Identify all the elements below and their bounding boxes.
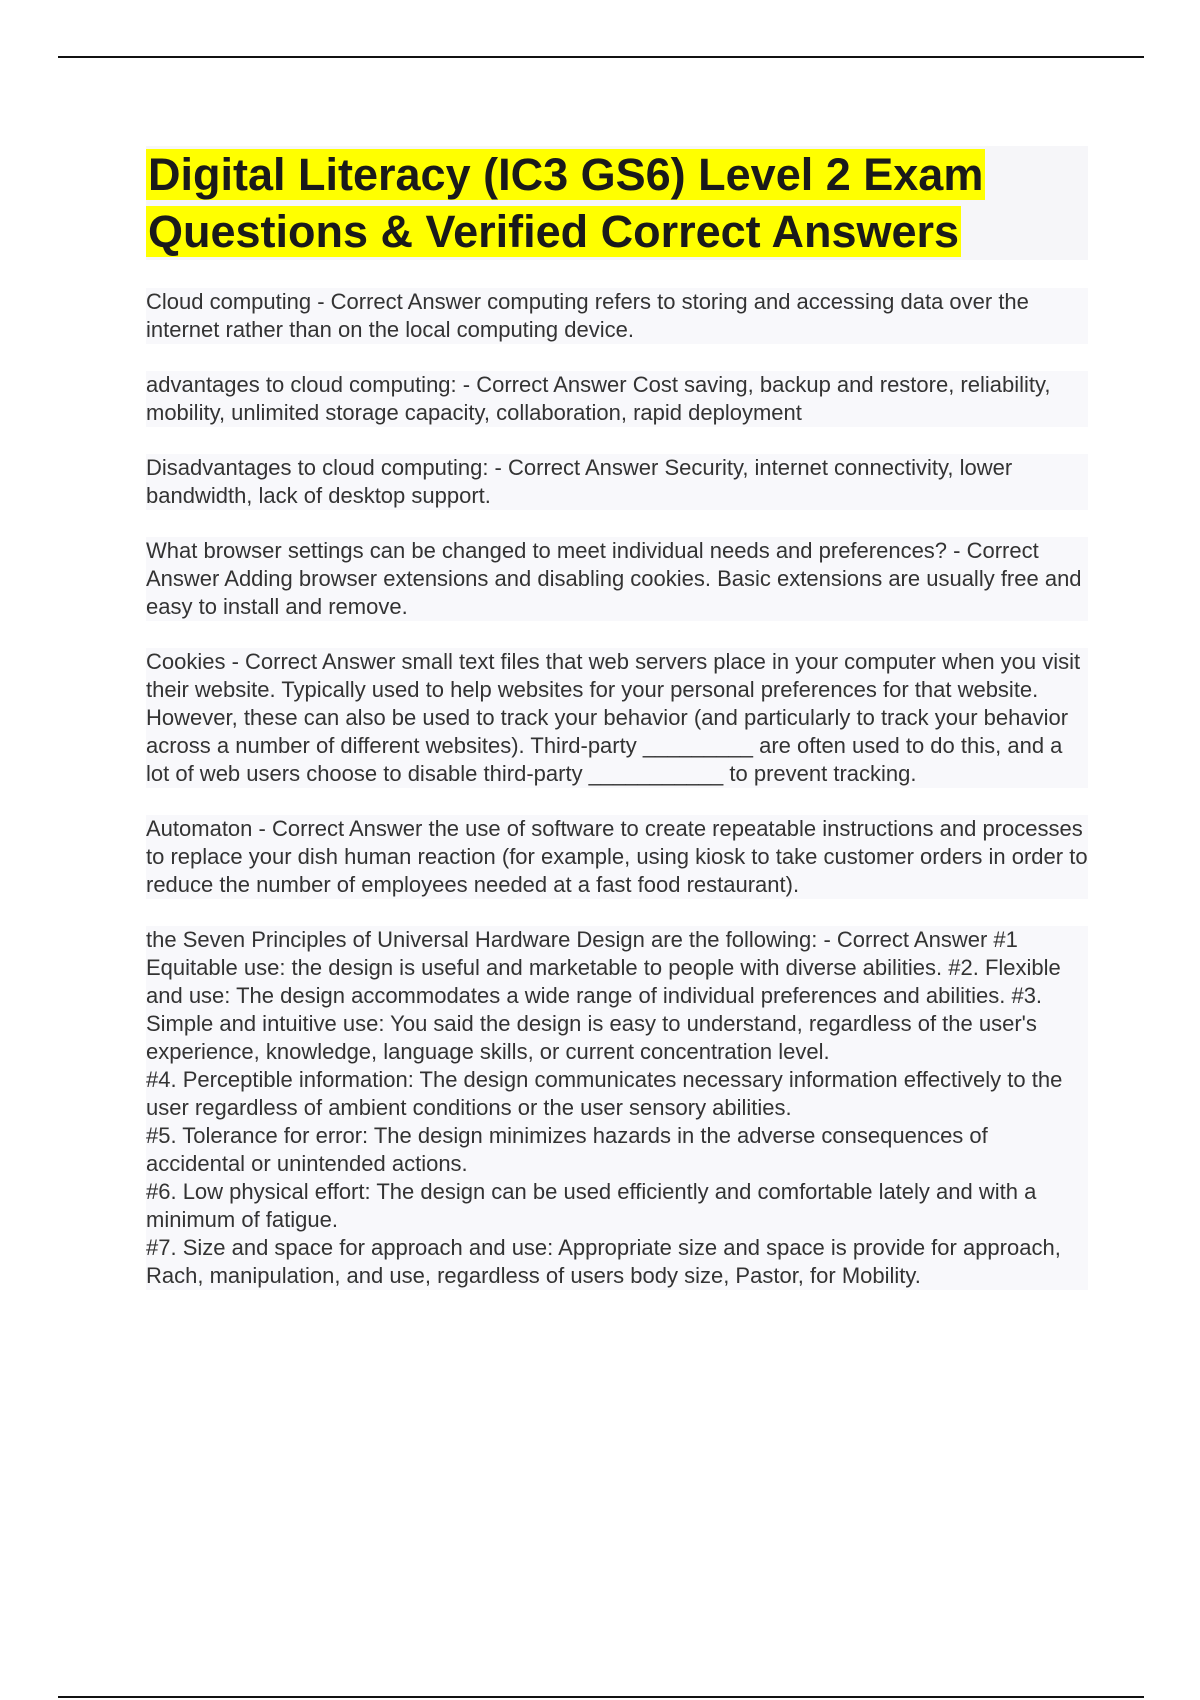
entry-separator: - Correct Answer <box>146 538 1039 591</box>
qa-entry-universal-design-principles <box>146 926 1088 1290</box>
header-rule <box>58 56 1144 58</box>
entry-term: Cloud computing <box>146 289 312 314</box>
title-block <box>146 146 1088 260</box>
qa-entry-automaton <box>146 815 1088 899</box>
entry-separator: - Correct Answer <box>311 289 488 314</box>
document-title <box>146 146 1088 260</box>
principles-intro: the Seven Principles of Universal Hardware Design are the following: - Correct Answer #1 Equitable use: the design is useful and marketable to people with diverse abilities. #2. Flexible and use: The design accommodates a wide range of individual preferences and abilities. #3. Simple and intuitive use: You said the design is easy to understand, regardless of the user's experience, knowledge, language skills, or current concentration level. <box>146 927 1061 1064</box>
entry-answer: Adding browser extensions and disabling cookies. Basic extensions are usually free and easy to install and remove. <box>146 566 1082 619</box>
title-line-1: Digital Literacy (IC3 GS6) Level 2 Exam <box>148 149 984 200</box>
principle-6: #6. Low physical effort: The design can be used efficiently and comfortable lately and with a minimum of fatigue. <box>146 1179 1037 1232</box>
qa-entry-advantages <box>146 371 1088 427</box>
entry-answer: Cost saving, backup and restore, reliability, mobility, unlimited storage capacity, collaboration, rapid deployment <box>146 372 1051 425</box>
principle-4: #4. Perceptible information: The design communicates necessary information effectively to the user regardless of ambient conditions or the user sensory abilities. <box>146 1067 1063 1120</box>
title-line-2: Questions & Verified Correct Answers <box>148 206 960 257</box>
entry-term: Automaton <box>146 816 253 841</box>
entry-answer: Security, internet connectivity, lower bandwidth, lack of desktop support. <box>146 455 1013 508</box>
entry-separator: - Correct Answer <box>252 816 429 841</box>
qa-entry-browser-settings <box>146 537 1088 621</box>
document-body <box>146 146 1088 1317</box>
entry-term: Cookies <box>146 649 226 674</box>
qa-entry-disadvantages <box>146 454 1088 510</box>
entry-term: advantages to cloud computing: <box>146 372 457 397</box>
footer-rule <box>58 1696 1144 1698</box>
entry-term: What browser settings can be changed to meet individual needs and preferences? <box>146 538 948 563</box>
entry-separator: - Correct Answer <box>456 372 633 397</box>
qa-entry-cloud-computing <box>146 288 1088 344</box>
principle-7: #7. Size and space for approach and use: Appropriate size and space is provide for approach, Rach, manipulation, and use, regardless of users body size, Pastor, for Mobility. <box>146 1235 1061 1288</box>
entry-answer: computing refers to storing and accessing data over the internet rather than on the local computing device. <box>146 289 1029 342</box>
principle-5: #5. Tolerance for error: The design minimizes hazards in the adverse consequences of accidental or unintended actions. <box>146 1123 988 1176</box>
entry-separator: - Correct Answer <box>225 649 402 674</box>
entry-term: Disadvantages to cloud computing: <box>146 455 489 480</box>
qa-entry-cookies <box>146 648 1088 788</box>
entry-answer: the use of software to create repeatable instructions and processes to replace your dish human reaction (for example, using kiosk to take customer orders in order to reduce the number of employees needed at a fast food restaurant). <box>146 816 1088 897</box>
entry-answer: small text files that web servers place in your computer when you visit their website. Typically used to help websites for your personal preferences for that website. However, these can also be used to track your behavior (and particularly to track your behavior across a number of different websites). Third-party _________ are often used to do this, and a lot of web users choose to disable third-party ___________ to prevent tracking. <box>146 649 1081 786</box>
entry-separator: - Correct Answer <box>488 455 665 480</box>
